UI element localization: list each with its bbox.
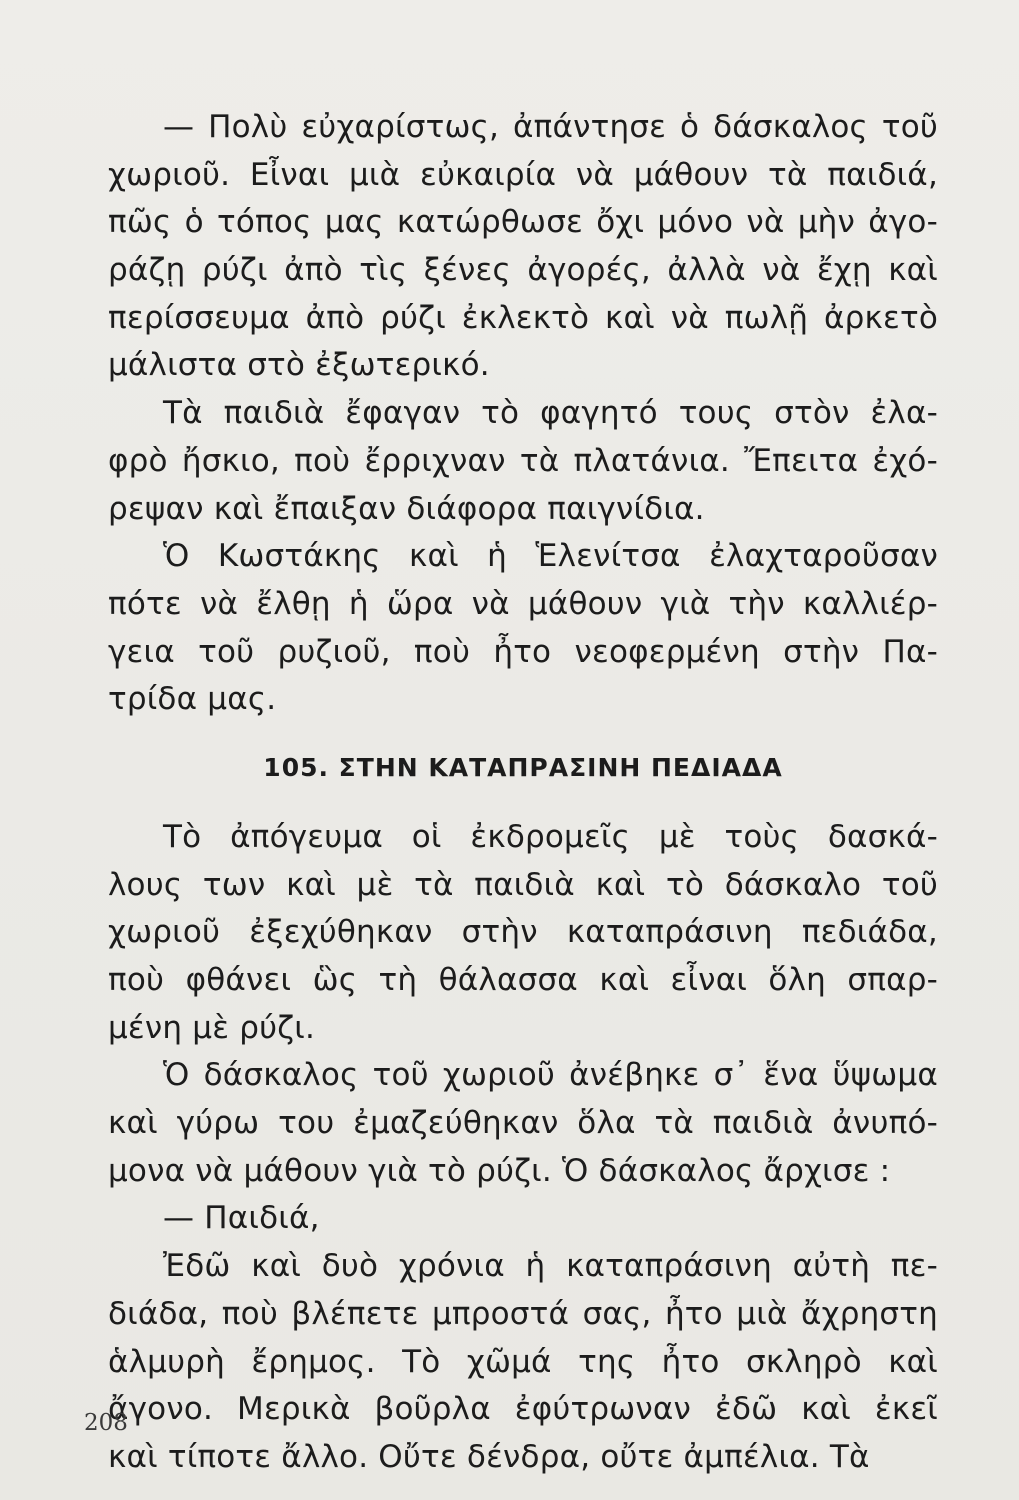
text-line: χωριοῦ. Εἶναι μιὰ εὐκαιρία νὰ μάθουν τὰ παιδιά, bbox=[108, 156, 938, 193]
text-line: διάδα, ποὺ βλέπετε μπροστά σας, ἦτο μιὰ ἄχρηστη bbox=[108, 1295, 938, 1332]
text-line: — Παιδιά, bbox=[163, 1200, 320, 1237]
text-line: — Πολὺ εὐχαρίστως, ἀπάντησε ὁ δάσκαλος τοῦ bbox=[163, 109, 938, 145]
text-line: ράζῃ ρύζι ἀπὸ τὶς ξένες ἀγορές, ἀλλὰ νὰ ἔχῃ καὶ bbox=[108, 252, 938, 289]
text-line: ρεψαν καὶ ἔπαιξαν διάφορα παιγνίδια. bbox=[108, 490, 705, 527]
paragraph bbox=[108, 104, 938, 390]
text-line: τρίδα μας. bbox=[108, 681, 277, 718]
paragraph bbox=[108, 1243, 938, 1481]
text-line: Ἐδῶ καὶ δυὸ χρόνια ἡ καταπράσινη αὐτὴ πε- bbox=[163, 1248, 938, 1285]
text-line: μένη μὲ ρύζι. bbox=[108, 1009, 316, 1046]
text-line: περίσσευμα ἀπὸ ρύζι ἐκλεκτὸ καὶ νὰ πωλῇ ἀρκετὸ bbox=[108, 299, 938, 336]
text-line: καὶ τίποτε ἄλλο. Οὔτε δένδρα, οὔτε ἀμπέλια. Τὰ bbox=[108, 1438, 870, 1475]
section-heading: 105. ΣΤΗΝ ΚΑΤΑΠΡΑΣΙΝΗ ΠΕΔΙΑΔΑ bbox=[263, 752, 783, 782]
text-line: λους των καὶ μὲ τὰ παιδιὰ καὶ τὸ δάσκαλο τοῦ bbox=[108, 866, 938, 903]
text-line: πῶς ὁ τόπος μας κατώρθωσε ὄχι μόνο νὰ μὴν ἀγο- bbox=[108, 204, 938, 241]
text-line: γεια τοῦ ρυζιοῦ, ποὺ ἦτο νεοφερμένη στὴν Πα- bbox=[108, 633, 938, 670]
paragraph bbox=[108, 390, 938, 533]
page-text bbox=[108, 104, 938, 1482]
paragraph bbox=[108, 533, 938, 724]
text-line: πότε νὰ ἔλθῃ ἡ ὥρα νὰ μάθουν γιὰ τὴν καλλιέρ- bbox=[108, 585, 938, 622]
text-line: Τὰ παιδιὰ ἔφαγαν τὸ φαγητό τους στὸν ἐλα- bbox=[163, 395, 938, 432]
text-line: ἁλμυρὴ ἔρημος. Τὸ χῶμά της ἦτο σκληρὸ καὶ bbox=[108, 1343, 938, 1380]
text-line: Ὁ Κωστάκης καὶ ἡ Ἑλενίτσα ἐλαχταροῦσαν bbox=[163, 538, 938, 575]
paragraph bbox=[108, 1052, 938, 1195]
text-line: Τὸ ἀπόγευμα οἱ ἐκδρομεῖς μὲ τοὺς δασκά- bbox=[163, 818, 938, 855]
paragraph bbox=[108, 1195, 938, 1243]
page-number: 208 bbox=[84, 1410, 128, 1436]
paragraph bbox=[108, 814, 938, 1052]
text-line: χωριοῦ ἐξεχύθηκαν στὴν καταπράσινη πεδιάδα, bbox=[108, 914, 938, 951]
text-line: μονα νὰ μάθουν γιὰ τὸ ρύζι. Ὁ δάσκαλος ἄρχισε : bbox=[108, 1152, 891, 1189]
text-line: καὶ γύρω του ἐμαζεύθηκαν ὅλα τὰ παιδιὰ ἀνυπό- bbox=[108, 1105, 938, 1142]
text-line: ποὺ φθάνει ὣς τὴ θάλασσα καὶ εἶναι ὅλη σπαρ- bbox=[108, 962, 938, 998]
text-line: φρὸ ἤσκιο, ποὺ ἔρριχναν τὰ πλατάνια. Ἔπειτα ἐχό- bbox=[108, 442, 938, 479]
text-line: Ὁ δάσκαλος τοῦ χωριοῦ ἀνέβηκε σ᾿ ἕνα ὕψωμα bbox=[163, 1057, 938, 1094]
text-line: μάλιστα στὸ ἐξωτερικό. bbox=[108, 347, 490, 384]
text-line: ἄγονο. Μερικὰ βοῦρλα ἐφύτρωναν ἐδῶ καὶ ἐκεῖ bbox=[108, 1391, 938, 1428]
